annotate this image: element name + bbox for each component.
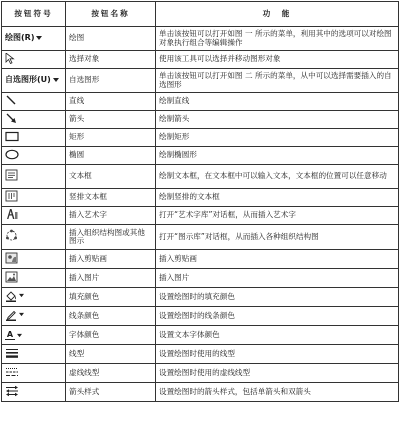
symbol-cell: [2, 383, 66, 402]
symbol-cell: [2, 129, 66, 147]
autoshapes-menu-icon: 自选图形(U): [5, 76, 59, 84]
symbol-cell: [2, 307, 66, 326]
font-color-icon: A: [5, 330, 22, 341]
table-row: [2, 225, 399, 250]
picture-icon: [5, 271, 18, 283]
description-cell: 插入剪贴画: [156, 250, 399, 269]
symbol-cell: [2, 51, 66, 69]
header-name: 按钮名称: [66, 2, 156, 27]
table-row: [2, 288, 399, 307]
button-reference-table: [1, 1, 399, 402]
header-symbol: 按钮符号: [2, 2, 66, 27]
name-cell: 自选图形: [66, 69, 156, 93]
symbol-cell: [2, 269, 66, 288]
symbol-cell: [2, 147, 66, 165]
table-row: [2, 383, 399, 402]
symbol-cell: [2, 288, 66, 307]
table-row: [2, 51, 399, 69]
symbol-cell: [2, 165, 66, 189]
description-cell: 设置绘图时的填充颜色: [156, 288, 399, 307]
rectangle-icon: [5, 131, 19, 142]
table-row: [2, 189, 399, 207]
table-row: [2, 165, 399, 189]
description-cell: 绘制矩形: [156, 129, 399, 147]
name-cell: 箭头: [66, 111, 156, 129]
draw-menu-icon: 绘图(R): [5, 34, 42, 42]
description-cell: 绘制直线: [156, 93, 399, 111]
name-cell: 插入图片: [66, 269, 156, 288]
header-row: [2, 2, 399, 27]
name-cell: 绘图: [66, 27, 156, 51]
description-cell: 单击该按钮可以打开如图 二 所示的菜单，从中可以选择需要插入的自选图形: [156, 69, 399, 93]
textbox-icon: [5, 169, 18, 181]
name-cell: 矩形: [66, 129, 156, 147]
header-function: 功 能: [156, 2, 399, 27]
table-row: [2, 27, 399, 51]
name-cell: 插入艺术字: [66, 207, 156, 225]
vertical-textbox-icon: [5, 190, 18, 202]
wordart-icon: [5, 208, 19, 220]
table-row: [2, 147, 399, 165]
line-icon: [5, 94, 17, 106]
select-pointer-icon: [5, 53, 15, 64]
symbol-cell: [2, 250, 66, 269]
symbol-cell: [2, 111, 66, 129]
name-cell: 竖排文本框: [66, 189, 156, 207]
table-row: [2, 69, 399, 93]
name-cell: 文本框: [66, 165, 156, 189]
table-row: [2, 207, 399, 225]
table-row: [2, 129, 399, 147]
description-cell: 设置绘图时的线条颜色: [156, 307, 399, 326]
description-cell: 绘制竖排的文本框: [156, 189, 399, 207]
description-cell: 打开“图示库”对话框，从而插入各种组织结构图: [156, 225, 399, 250]
name-cell: 虚线线型: [66, 364, 156, 383]
symbol-cell: [2, 69, 66, 93]
symbol-cell: [2, 364, 66, 383]
name-cell: 字体颜色: [66, 326, 156, 345]
name-cell: 插入组织结构图或其他图示: [66, 225, 156, 250]
table-row: [2, 364, 399, 383]
line-color-icon: [5, 309, 24, 321]
description-cell: 插入图片: [156, 269, 399, 288]
line-style-icon: [5, 347, 19, 359]
symbol-cell: [2, 326, 66, 345]
description-cell: 使用该工具可以选择并移动图形对象: [156, 51, 399, 69]
symbol-cell: [2, 27, 66, 51]
description-cell: 打开“艺术字库”对话框，从而插入艺术字: [156, 207, 399, 225]
name-cell: 填充颜色: [66, 288, 156, 307]
symbol-cell: [2, 189, 66, 207]
description-cell: 设置绘图时使用的虚线线型: [156, 364, 399, 383]
description-cell: 设置绘图时使用的线型: [156, 345, 399, 364]
description-cell: 设置文本字体颜色: [156, 326, 399, 345]
symbol-cell: [2, 207, 66, 225]
arrow-style-icon: [5, 385, 19, 397]
symbol-cell: [2, 93, 66, 111]
name-cell: 线型: [66, 345, 156, 364]
description-cell: 单击该按钮可以打开如图 一 所示的菜单，利用其中的选项可以对绘图对象执行组合等编辑操作: [156, 27, 399, 51]
name-cell: 选择对象: [66, 51, 156, 69]
table-row: [2, 111, 399, 129]
table-row: [2, 93, 399, 111]
name-cell: 椭圆: [66, 147, 156, 165]
table-row: [2, 345, 399, 364]
name-cell: 线条颜色: [66, 307, 156, 326]
description-cell: 绘制箭头: [156, 111, 399, 129]
table-row: [2, 307, 399, 326]
description-cell: 绘制文本框，在文本框中可以输入文本，文本框的位置可以任意移动: [156, 165, 399, 189]
arrow-icon: [5, 112, 17, 124]
name-cell: 箭头样式: [66, 383, 156, 402]
clipart-icon: [5, 252, 18, 264]
table-row: [2, 250, 399, 269]
fill-color-icon: [5, 290, 24, 302]
name-cell: 直线: [66, 93, 156, 111]
description-cell: 设置绘图时的箭头样式，包括单箭头和双箭头: [156, 383, 399, 402]
oval-icon: [5, 149, 19, 160]
table-row: [2, 326, 399, 345]
name-cell: 插入剪贴画: [66, 250, 156, 269]
diagram-icon: [5, 229, 18, 242]
description-cell: 绘制椭圆形: [156, 147, 399, 165]
symbol-cell: [2, 225, 66, 250]
button-reference-table-wrapper: [1, 1, 398, 402]
table-row: [2, 269, 399, 288]
symbol-cell: [2, 345, 66, 364]
dash-style-icon: [5, 366, 19, 378]
